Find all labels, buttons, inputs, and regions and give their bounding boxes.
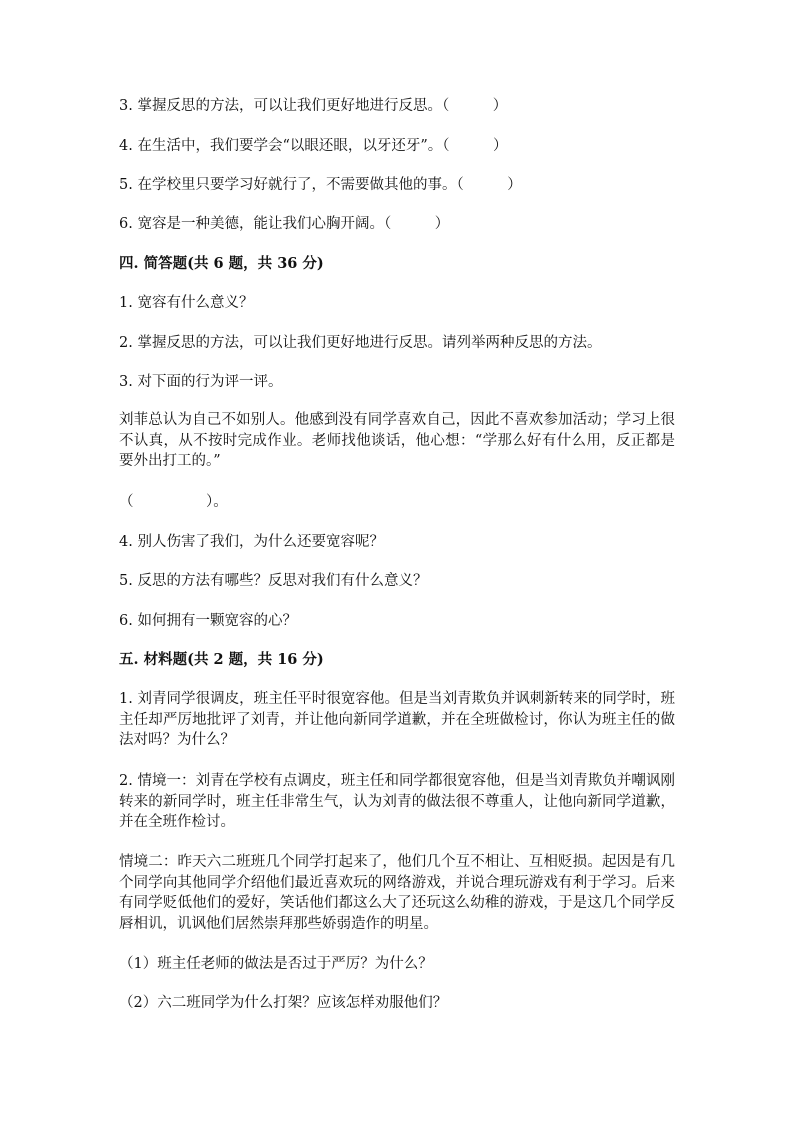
short-answer-q5: 5. 反思的方法有哪些？反思对我们有什么意义？ bbox=[119, 573, 428, 589]
short-answer-q2: 2. 掌握反思的方法，可以让我们更好地进行反思。请列举两种反思的方法。 bbox=[119, 335, 602, 351]
material-heading: 五. 材料题(共 2 题，共 16 分) bbox=[119, 651, 324, 668]
material-q2-scene1: 2. 情境一：刘青在学校有点调皮，班主任和同学都很宽容他，但是当刘青欺负并嘲讽刚转来的新同学时，班主任非常生气，认为刘青的做法很不尊重人，让他向新同学道歉，并在全班作检讨。 bbox=[119, 773, 675, 830]
judgement-item-4: 4. 在生活中，我们要学会“以眼还眼，以牙还牙”。（ ） bbox=[119, 138, 508, 154]
short-answer-q6: 6. 如何拥有一颗宽容的心？ bbox=[119, 613, 297, 629]
short-answer-q4: 4. 别人伤害了我们，为什么还要宽容呢？ bbox=[119, 534, 384, 550]
short-answer-q1: 1. 宽容有什么意义？ bbox=[119, 295, 254, 311]
short-answer-q3: 3. 对下面的行为评一评。 bbox=[119, 374, 283, 390]
judgement-item-6: 6. 宽容是一种美德，能让我们心胸开阔。（ ） bbox=[119, 216, 450, 232]
material-q2-scene2: 情境二：昨天六二班班几个同学打起来了，他们几个互不相让、互相贬损。起因是有几个同学向其他同学介绍他们最近喜欢玩的网络游戏，并说合理玩游戏有利于学习。后来有同学贬低他们的爱好，笑话他们都这么大了还玩这么幼稚的游戏，于是这几个同学反唇相讥，讥讽他们居然崇拜那些娇弱造作的明星。 bbox=[119, 854, 675, 932]
judgement-item-5: 5. 在学校里只要学习好就行了，不需要做其他的事。（ ） bbox=[119, 177, 522, 193]
judgement-item-3: 3. 掌握反思的方法，可以让我们更好地进行反思。（ ） bbox=[119, 98, 508, 114]
material-q1: 1. 刘青同学很调皮，班主任平时很宽容他。但是当刘青欺负并讽刺新转来的同学时，班主任却严厉地批评了刘青，并让他向新同学道歉，并在全班做检讨，你认为班主任的做法对吗？为什么？ bbox=[119, 691, 675, 748]
short-answer-q3-blank: （ ）。 bbox=[119, 494, 228, 510]
short-answer-heading: 四. 简答题(共 6 题，共 36 分) bbox=[119, 255, 324, 272]
material-sub-question-1: （1）班主任老师的做法是否过于严厉？为什么？ bbox=[119, 956, 433, 972]
short-answer-q3-passage: 刘菲总认为自己不如别人。他感到没有同学喜欢自己，因此不喜欢参加活动；学习上很不认真，从不按时完成作业。老师找他谈话，他心想：“学那么好有什么用，反正都是要外出打工的。” bbox=[119, 412, 675, 469]
material-sub-question-2: （2）六二班同学为什么打架？应该怎样劝服他们？ bbox=[119, 995, 448, 1011]
